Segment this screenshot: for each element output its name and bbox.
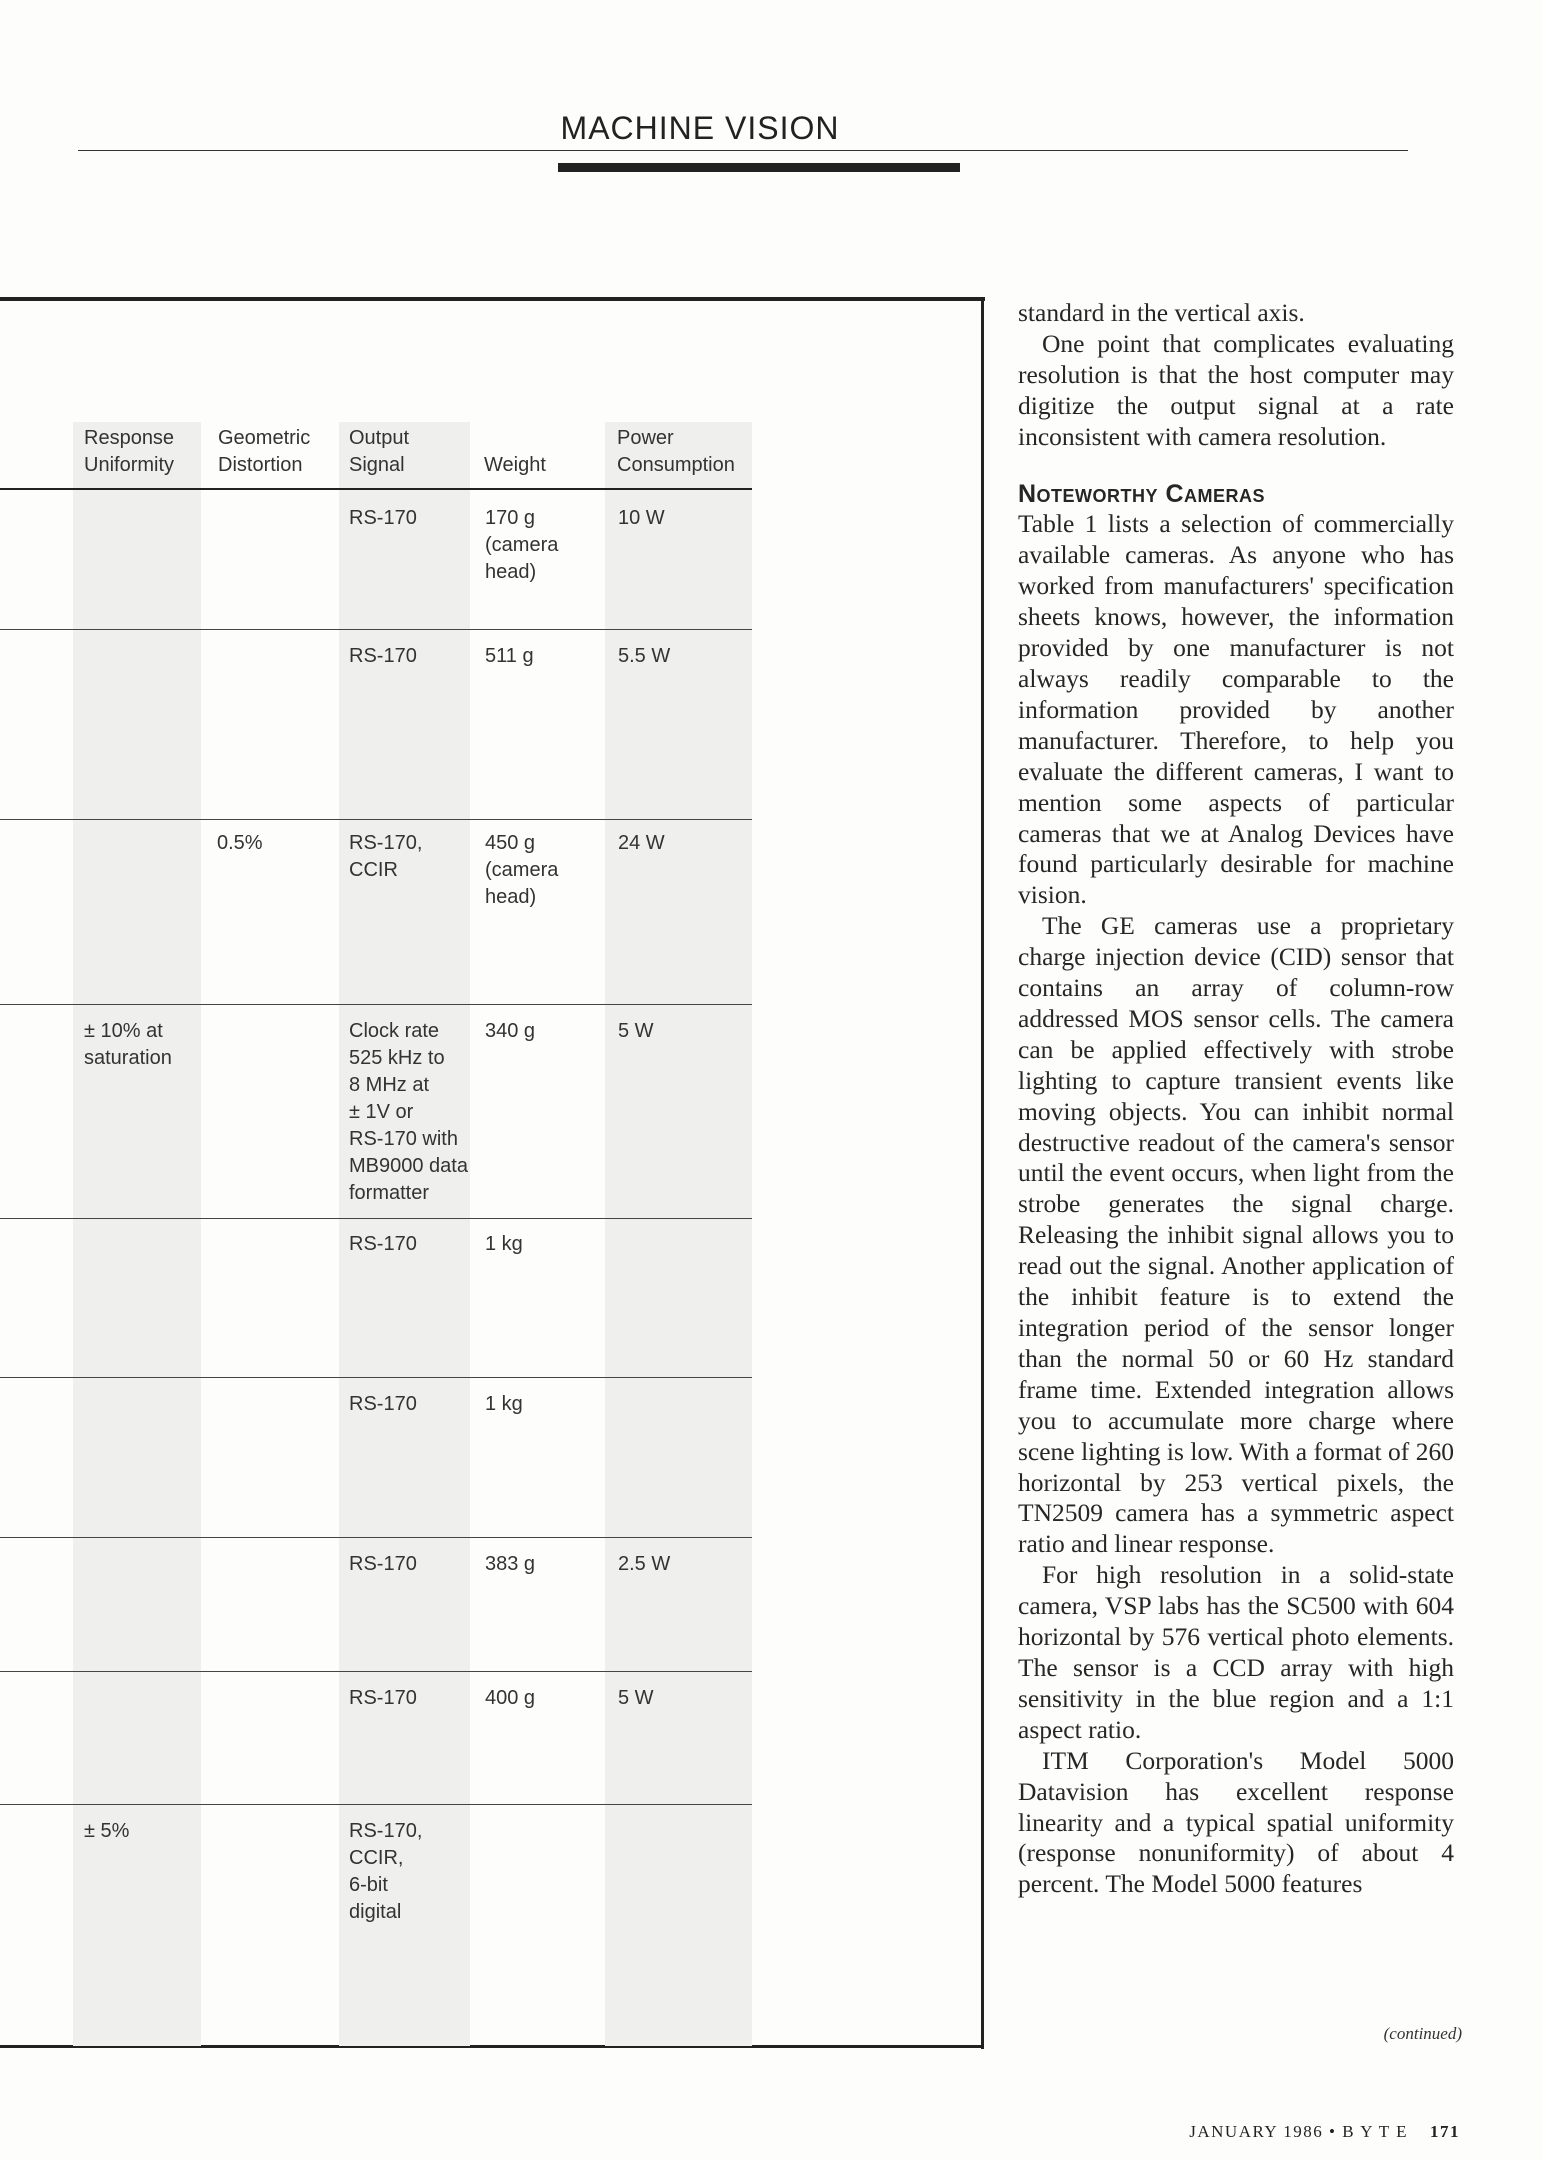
article-body bbox=[1018, 298, 1454, 1900]
cell-output-signal: Clock rate 525 kHz to 8 MHz at ± 1V or RS-170 with MB9000 data formatter bbox=[349, 1020, 468, 1204]
table-top-rule bbox=[0, 297, 985, 301]
header-weight: Weight bbox=[484, 454, 546, 476]
cell-power: 5 W bbox=[618, 1687, 654, 1709]
row-divider bbox=[0, 1537, 752, 1538]
row-divider bbox=[0, 1004, 752, 1005]
cell-power: 5 W bbox=[618, 1020, 654, 1042]
cell-output-signal: RS-170 bbox=[349, 1393, 417, 1415]
cell-weight: 1 kg bbox=[485, 1233, 523, 1255]
row-divider bbox=[0, 1671, 752, 1672]
header-rule bbox=[78, 150, 1408, 151]
page-number: 171 bbox=[1430, 2122, 1460, 2141]
row-divider bbox=[0, 1804, 752, 1805]
header-response-uniformity: Response Uniformity bbox=[84, 427, 175, 476]
header-power-consumption: Power Consumption bbox=[617, 427, 735, 476]
section-title: MACHINE VISION bbox=[560, 110, 840, 146]
paragraph: One point that complicates evaluating resolution is that the host computer may digitize the output signal at a rate inconsistent with camera resolution. bbox=[1018, 328, 1454, 451]
cell-weight: 511 g bbox=[485, 645, 534, 667]
table-header-rule bbox=[0, 488, 752, 490]
paragraph: standard in the vertical axis. bbox=[1018, 298, 1305, 327]
paragraph: For high resolution in a solid-state camera, VSP labs has the SC500 with 604 horizontal by 576 vertical photo elements. The sensor is a CCD array with high sensitivity in the blue region and a 1:1 aspect ratio. bbox=[1018, 1560, 1454, 1744]
cell-output-signal: RS-170, CCIR bbox=[349, 832, 423, 881]
cell-output-signal: RS-170 bbox=[349, 507, 417, 529]
cell-weight: 170 g (camera head) bbox=[485, 507, 559, 583]
cell-power: 10 W bbox=[618, 507, 665, 529]
cell-power: 2.5 W bbox=[618, 1553, 671, 1575]
cell-output-signal: RS-170, CCIR, 6-bit digital bbox=[349, 1820, 423, 1923]
cell-output-signal: RS-170 bbox=[349, 645, 417, 667]
row-divider bbox=[0, 819, 752, 820]
cell-power: 5.5 W bbox=[618, 645, 671, 667]
cell-power: 24 W bbox=[618, 832, 665, 854]
header-geometric-distortion: Geometric Distortion bbox=[218, 427, 311, 476]
paragraph: The GE cameras use a proprietary charge injection device (CID) sensor that contains an array of column-row addressed MOS sensor cells. The camera can be applied effectively with strobe lighting to capture transient events like moving objects. You can inhibit normal destructive readout of the camera's sensor until the event occurs, when light from the strobe generates the signal charge. Releasing the inhibit signal allows you to read out the signal. Another application of the inhibit feature is to extend the integration period of the sensor longer than the normal 50 or 60 Hz standard frame time. Extended integration allows you to accumulate more charge where scene lighting is low. With a format of 260 horizontal by 253 vertical pixels, the TN2509 camera has a symmetric aspect ratio and linear response. bbox=[1018, 911, 1454, 1559]
paragraph: Table 1 lists a selection of commercially available cameras. As anyone who has worked from manufacturers' specification sheets knows, however, the information provided by one manufacturer is not always readily comparable to the information provided by another manufacturer. Therefore, to help you evaluate the different cameras, I want to mention some aspects of particular cameras that we at Analog Devices have found particularly desirable for machine vision. bbox=[1018, 509, 1454, 910]
header-bar bbox=[558, 163, 960, 172]
cell-output-signal: RS-170 bbox=[349, 1553, 417, 1575]
cell-response-uniformity: ± 10% at saturation bbox=[84, 1020, 172, 1069]
column-shade-response bbox=[73, 422, 201, 2046]
cell-response-uniformity: ± 5% bbox=[84, 1820, 130, 1842]
row-divider bbox=[0, 629, 752, 630]
cell-weight: 340 g bbox=[485, 1020, 536, 1042]
cell-weight: 1 kg bbox=[485, 1393, 523, 1415]
page-footer bbox=[1180, 2122, 1460, 2142]
cell-weight: 383 g bbox=[485, 1553, 536, 1575]
header-output-signal: Output Signal bbox=[349, 427, 410, 476]
paragraph: ITM Corporation's Model 5000 Datavision has excellent response linearity and a typical spatial uniformity (response nonuniformity) of about 4 percent. The Model 5000 features bbox=[1018, 1745, 1454, 1899]
cell-weight: 400 g bbox=[485, 1687, 536, 1709]
row-divider bbox=[0, 1218, 752, 1219]
cell-geometric-distortion: 0.5% bbox=[217, 832, 263, 854]
cell-output-signal: RS-170 bbox=[349, 1233, 417, 1255]
continued-note: (continued) bbox=[1383, 2024, 1462, 2043]
row-divider bbox=[0, 1377, 752, 1378]
cell-weight: 450 g (camera head) bbox=[485, 832, 559, 908]
table-right-rule bbox=[981, 297, 984, 2049]
cell-output-signal: RS-170 bbox=[349, 1687, 417, 1709]
issue-label: JANUARY 1986 • B Y T E bbox=[1189, 2122, 1408, 2141]
subheading: Noteworthy Cameras bbox=[1018, 479, 1266, 508]
